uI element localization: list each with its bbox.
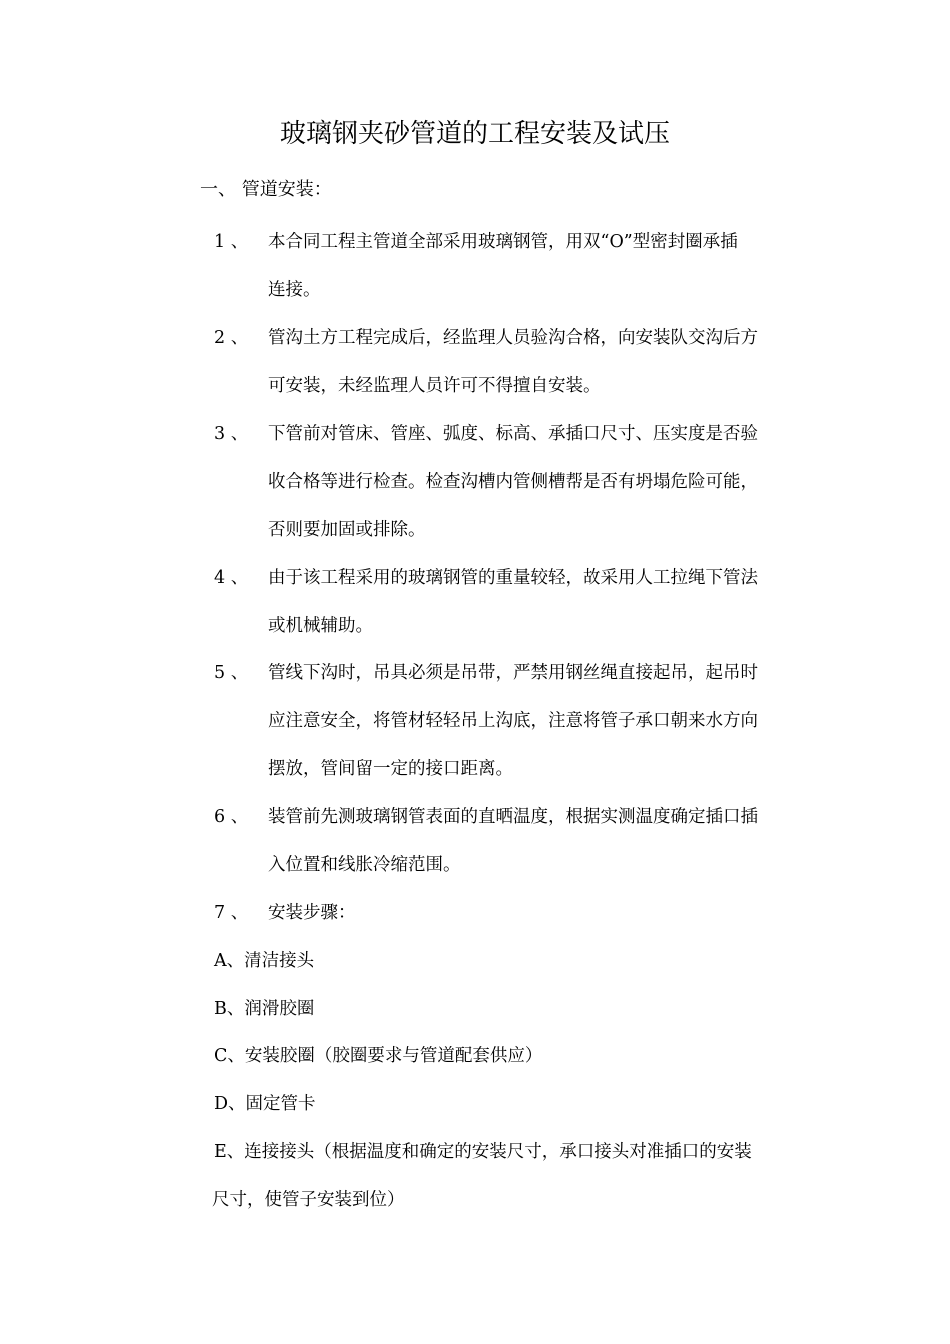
item-text-line: 连接。	[268, 280, 321, 300]
item-text-line: 可安装，未经监理人员许可不得擅自安装。	[268, 376, 601, 396]
item-text-line: 下管前对管床、管座、弧度、标高、承插口尺寸、压实度是否验	[268, 424, 758, 444]
document-title: 玻璃钢夹砂管道的工程安装及试压	[279, 119, 670, 149]
item-text-line: 摆放，管间留一定的接口距离。	[268, 759, 513, 779]
item-number: 6 、	[214, 807, 249, 827]
step-line: E、连接接头（根据温度和确定的安装尺寸，承口接头对准插口的安装	[214, 1142, 752, 1162]
item-text-line: 装管前先测玻璃钢管表面的直晒温度，根据实测温度确定插口插	[268, 807, 758, 827]
item-number: 1 、	[214, 232, 249, 252]
section-heading: 一、 管道安装：	[200, 179, 332, 200]
item-number: 2 、	[214, 328, 249, 348]
item-text-line: 管沟土方工程完成后，经监理人员验沟合格，向安装队交沟后方	[268, 328, 758, 348]
item-text-line: 管线下沟时，吊具必须是吊带，严禁用钢丝绳直接起吊，起吊时	[268, 663, 758, 683]
item-text-line: 或机械辅助。	[268, 616, 373, 636]
step-line: C、安装胶圈（胶圈要求与管道配套供应）	[214, 1046, 543, 1066]
item-number: 4 、	[214, 568, 249, 588]
item-text-line: 应注意安全，将管材轻轻吊上沟底，注意将管子承口朝来水方向	[268, 711, 758, 731]
item-number: 3 、	[214, 424, 249, 444]
step-line: D、固定管卡	[214, 1094, 316, 1114]
item-number: 7 、	[214, 903, 249, 923]
step-line: A、清洁接头	[214, 951, 315, 971]
item-text-line: 否则要加固或排除。	[268, 520, 426, 540]
item-text-line: 安装步骤：	[268, 903, 356, 923]
step-line: 尺寸，使管子安装到位）	[212, 1190, 405, 1210]
item-text-line: 入位置和线胀冷缩范围。	[268, 855, 461, 875]
item-text-line: 本合同工程主管道全部采用玻璃钢管，用双“O”型密封圈承插	[268, 232, 738, 252]
item-text-line: 收合格等进行检查。检查沟槽内管侧槽帮是否有坍塌危险可能，	[268, 472, 758, 492]
item-number: 5 、	[214, 663, 249, 683]
step-line: B、润滑胶圈	[214, 999, 315, 1019]
item-text-line: 由于该工程采用的玻璃钢管的重量较轻，故采用人工拉绳下管法	[268, 568, 758, 588]
